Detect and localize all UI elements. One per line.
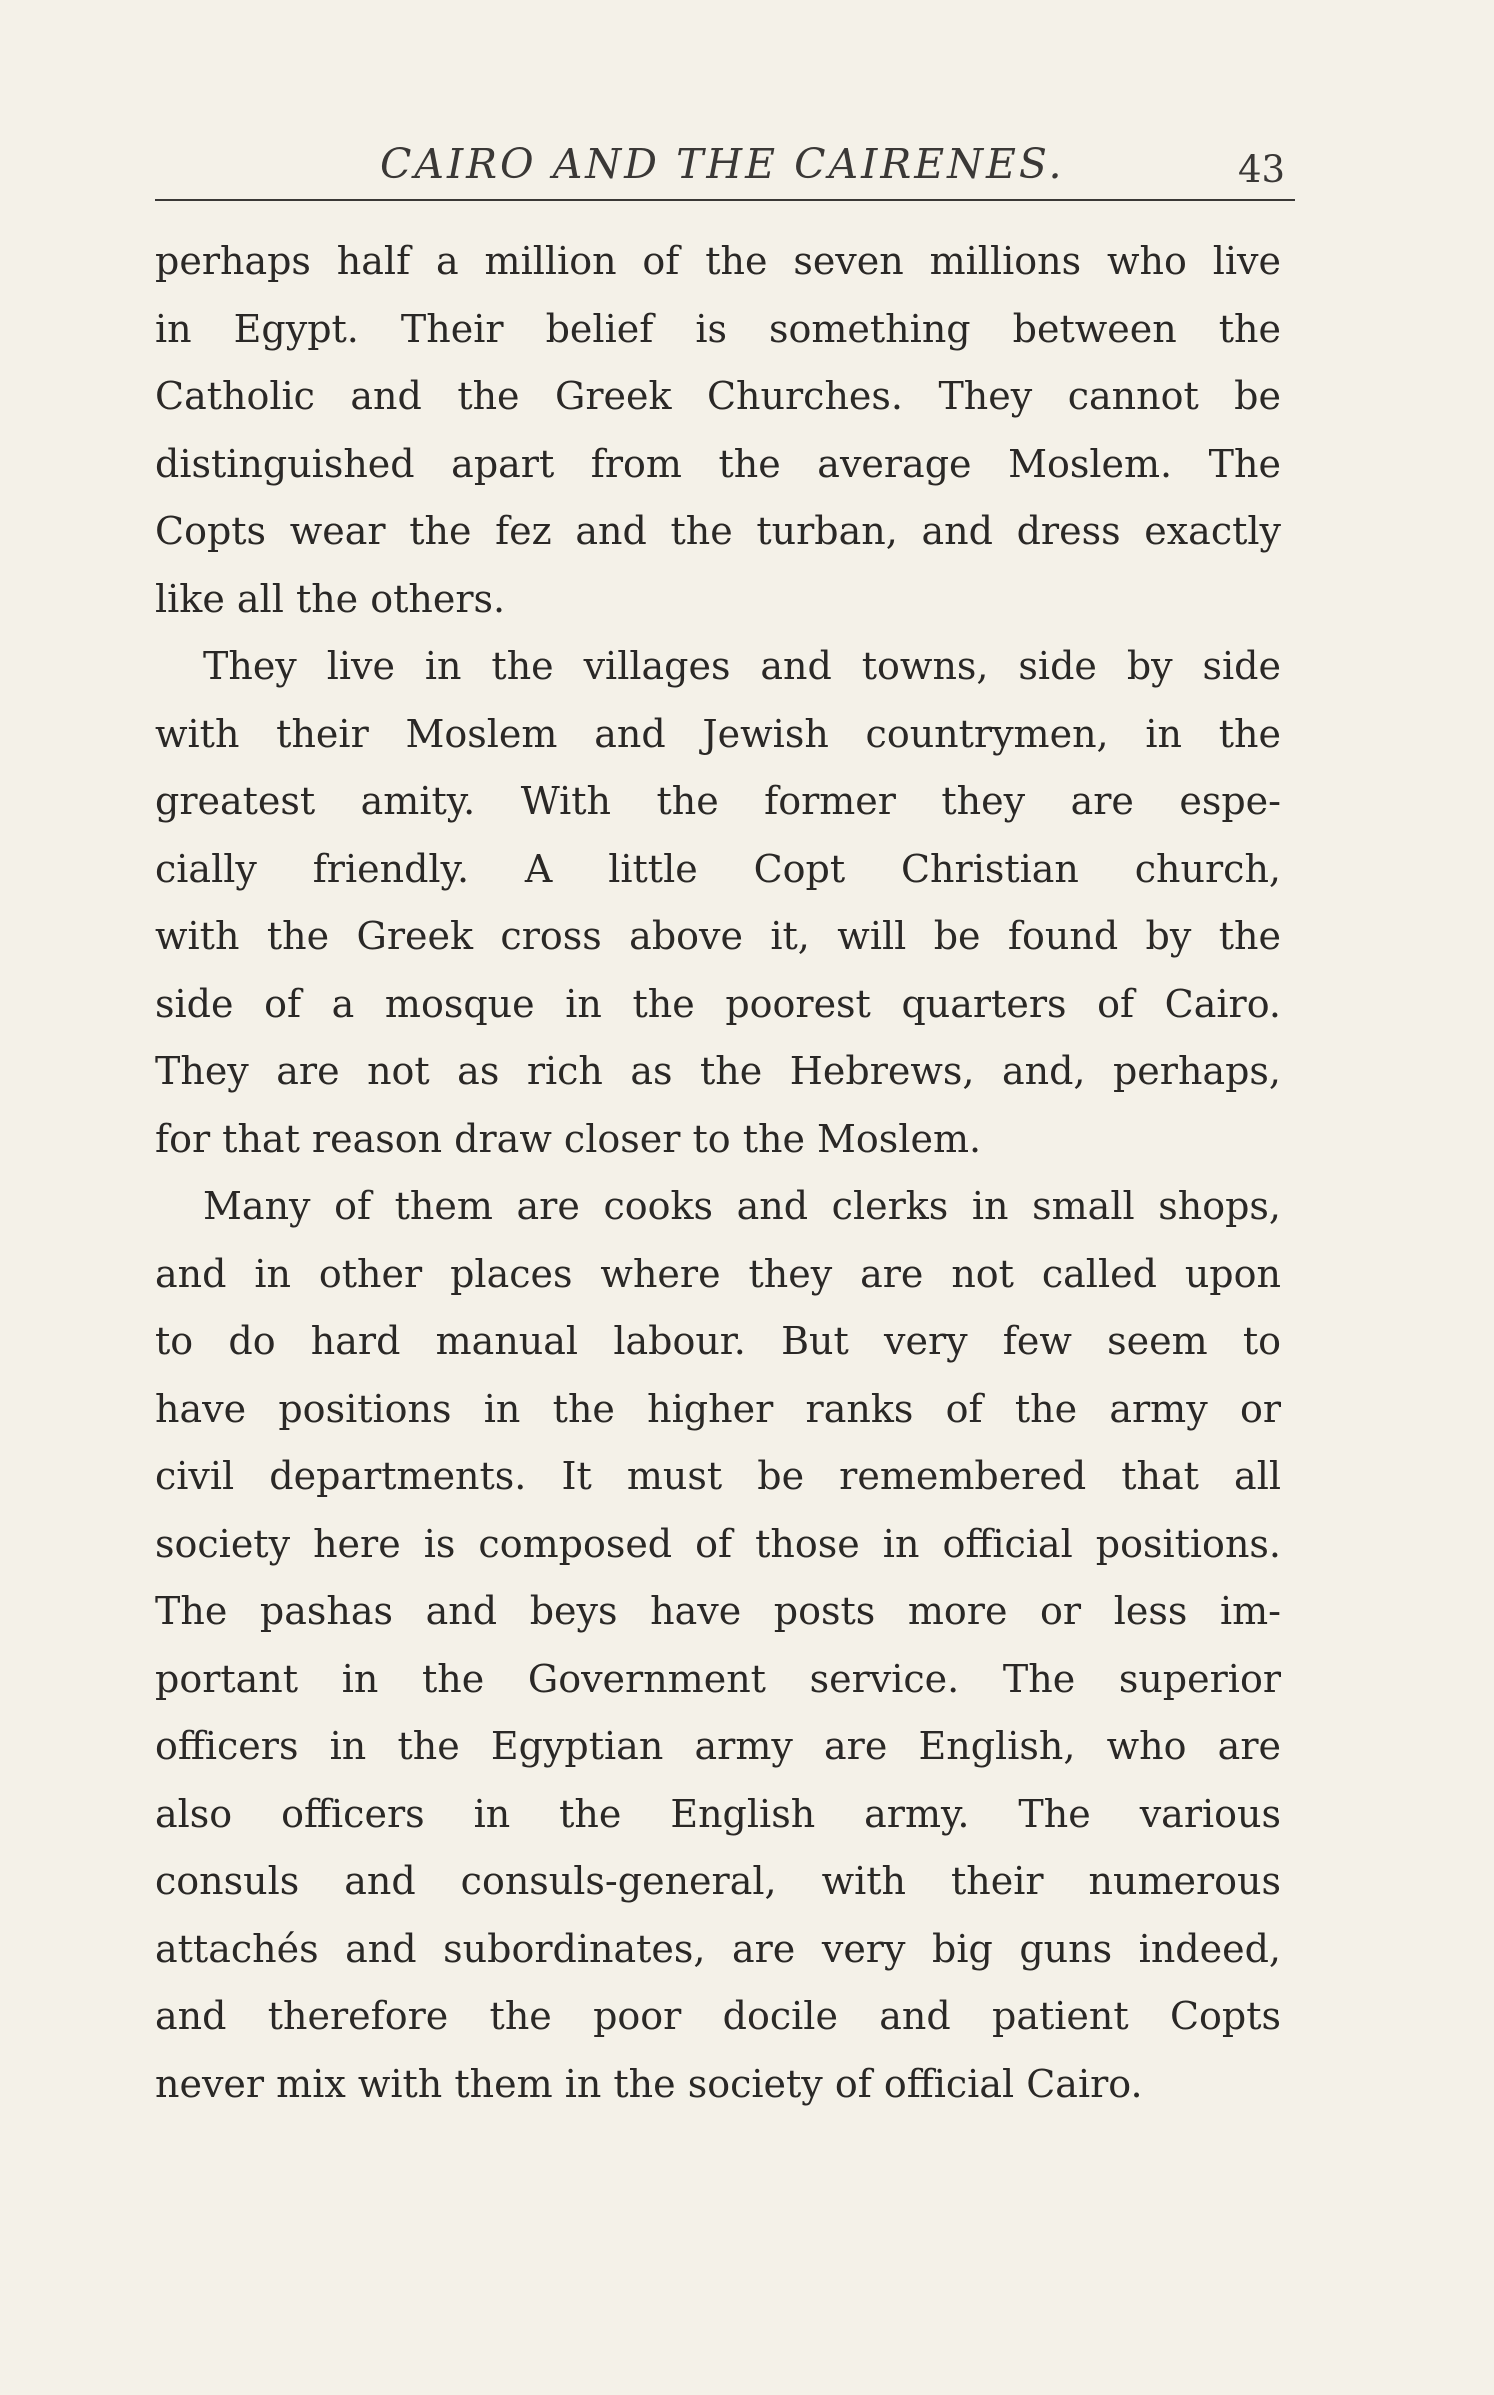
text-line: also officers in the English army. The various: [155, 1791, 1281, 1836]
text-line: with the Greek cross above it, will be found by the: [155, 914, 1281, 958]
text-line: for that reason draw closer to the Moslem.: [155, 1116, 982, 1161]
text-line: and therefore the poor docile and patient Copts: [155, 1994, 1281, 2038]
text-line: society here is composed of those in official positions.: [155, 1521, 1281, 1566]
text-line: distinguished apart from the average Moslem. The: [155, 441, 1281, 486]
text-line: Many of them are cooks and clerks in small shops,: [203, 1184, 1281, 1228]
text-line: with their Moslem and Jewish countrymen, in the: [155, 711, 1281, 756]
text-line: attachés and subordinates, are very big guns indeed,: [155, 1926, 1281, 1971]
page-number: 43: [1238, 148, 1286, 191]
text-line: in Egypt. Their belief is something between the: [155, 306, 1281, 351]
text-line: like all the others.: [155, 576, 506, 621]
text-line: cially friendly. A little Copt Christian church,: [155, 846, 1281, 891]
text-line: consuls and consuls-general, with their numerous: [155, 1859, 1281, 1903]
text-line: side of a mosque in the poorest quarters of Cairo.: [155, 981, 1281, 1026]
text-line: civil departments. It must be remembered that all: [155, 1454, 1281, 1498]
body-text: [155, 228, 1281, 2118]
running-title: CAIRO AND THE CAIRENES.: [380, 140, 1065, 188]
text-line: greatest amity. With the former they are espe-: [155, 779, 1281, 823]
text-line: The pashas and beys have posts more or less im-: [155, 1589, 1281, 1633]
text-line: They live in the villages and towns, side by side: [203, 644, 1281, 688]
text-line: portant in the Government service. The superior: [155, 1656, 1281, 1701]
text-line: perhaps half a million of the seven millions who live: [155, 239, 1281, 283]
text-line: have positions in the higher ranks of the army or: [155, 1386, 1281, 1431]
text-line: officers in the Egyptian army are English, who are: [155, 1724, 1281, 1768]
text-line: to do hard manual labour. But very few seem to: [155, 1319, 1281, 1363]
text-line: never mix with them in the society of official Cairo.: [155, 2061, 1143, 2106]
text-line: They are not as rich as the Hebrews, and, perhaps,: [155, 1049, 1281, 1093]
header-rule: [155, 199, 1295, 201]
text-line: Catholic and the Greek Churches. They cannot be: [155, 374, 1281, 418]
text-line: and in other places where they are not called upon: [155, 1251, 1281, 1296]
running-head: [0, 140, 1494, 190]
text-line: Copts wear the fez and the turban, and dress exactly: [155, 509, 1281, 553]
